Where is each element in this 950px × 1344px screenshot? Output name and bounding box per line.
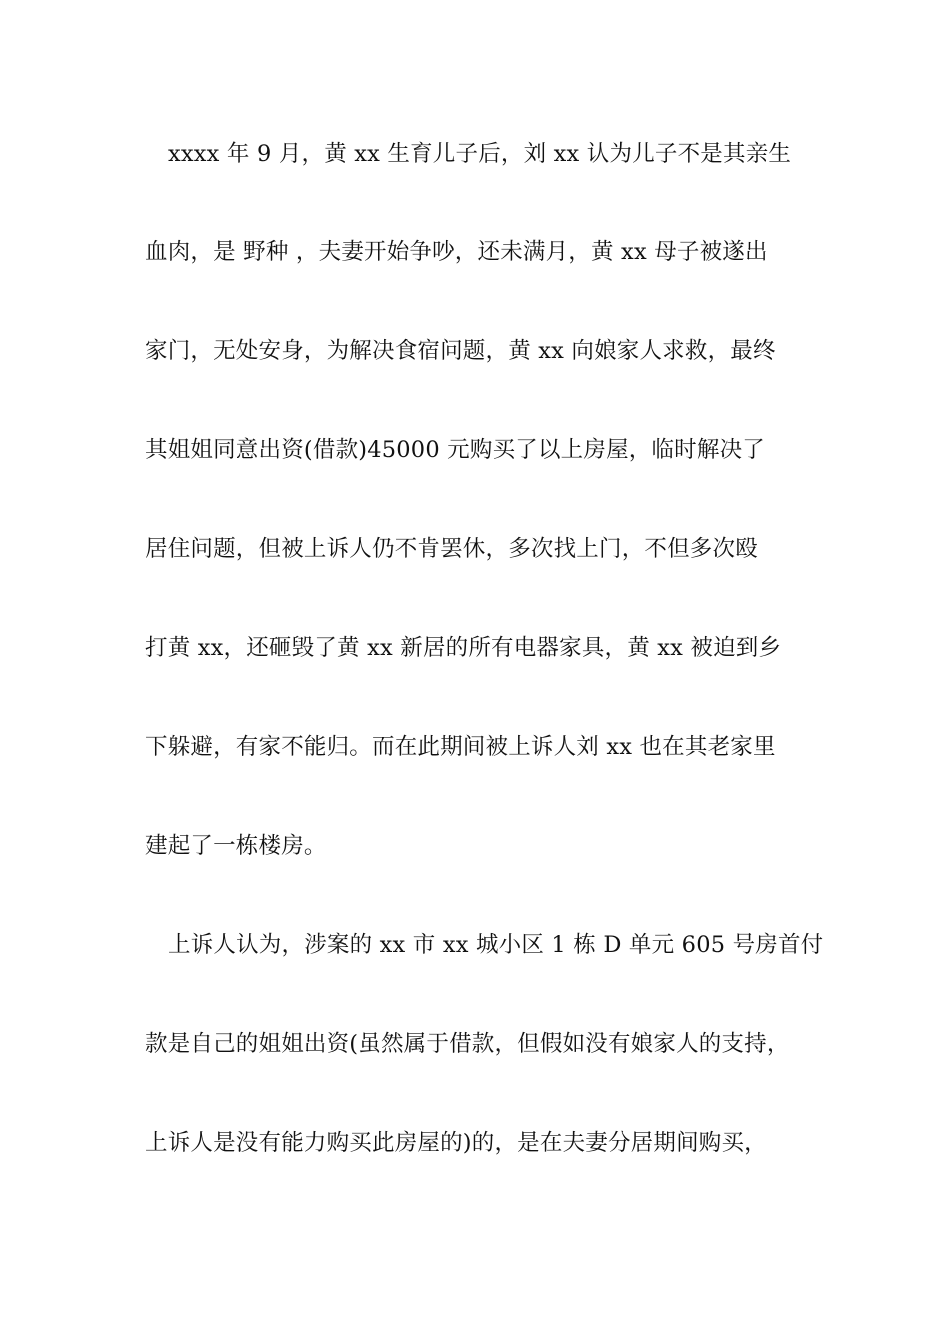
paragraph-1-line-2: 血肉，是 野种 ，夫妻开始争吵，还未满月，黄 xx 母子被遂出 bbox=[145, 239, 768, 265]
paragraph-1-line-8: 建起了一栋楼房。 bbox=[145, 833, 327, 859]
paragraph-2-line-2: 款是自己的姐姐出资(虽然属于借款，但假如没有娘家人的支持， bbox=[145, 1031, 790, 1057]
paragraph-1-line-1: xxxx 年 9 月，黄 xx 生育儿子后，刘 xx 认为儿子不是其亲生 bbox=[168, 141, 792, 167]
paragraph-1-line-4: 其姐姐同意出资(借款)45000 元购买了以上房屋，临时解决了 bbox=[145, 437, 765, 463]
paragraph-1-line-5: 居住问题，但被上诉人仍不肯罢休，多次找上门，不但多次殴 bbox=[145, 536, 758, 562]
paragraph-1-line-7: 下躲避，有家不能归。而在此期间被上诉人刘 xx 也在其老家里 bbox=[145, 734, 776, 760]
paragraph-2-line-1: 上诉人认为，涉案的 xx 市 xx 城小区 1 栋 D 单元 605 号房首付 bbox=[168, 932, 824, 958]
paragraph-2-line-3: 上诉人是没有能力购买此房屋的)的，是在夫妻分居期间购买， bbox=[145, 1130, 767, 1156]
paragraph-1-line-3: 家门，无处安身，为解决食宿问题，黄 xx 向娘家人求救，最终 bbox=[145, 338, 776, 364]
paragraph-1-line-6: 打黄 xx，还砸毁了黄 xx 新居的所有电器家具，黄 xx 被迫到乡 bbox=[145, 635, 782, 661]
